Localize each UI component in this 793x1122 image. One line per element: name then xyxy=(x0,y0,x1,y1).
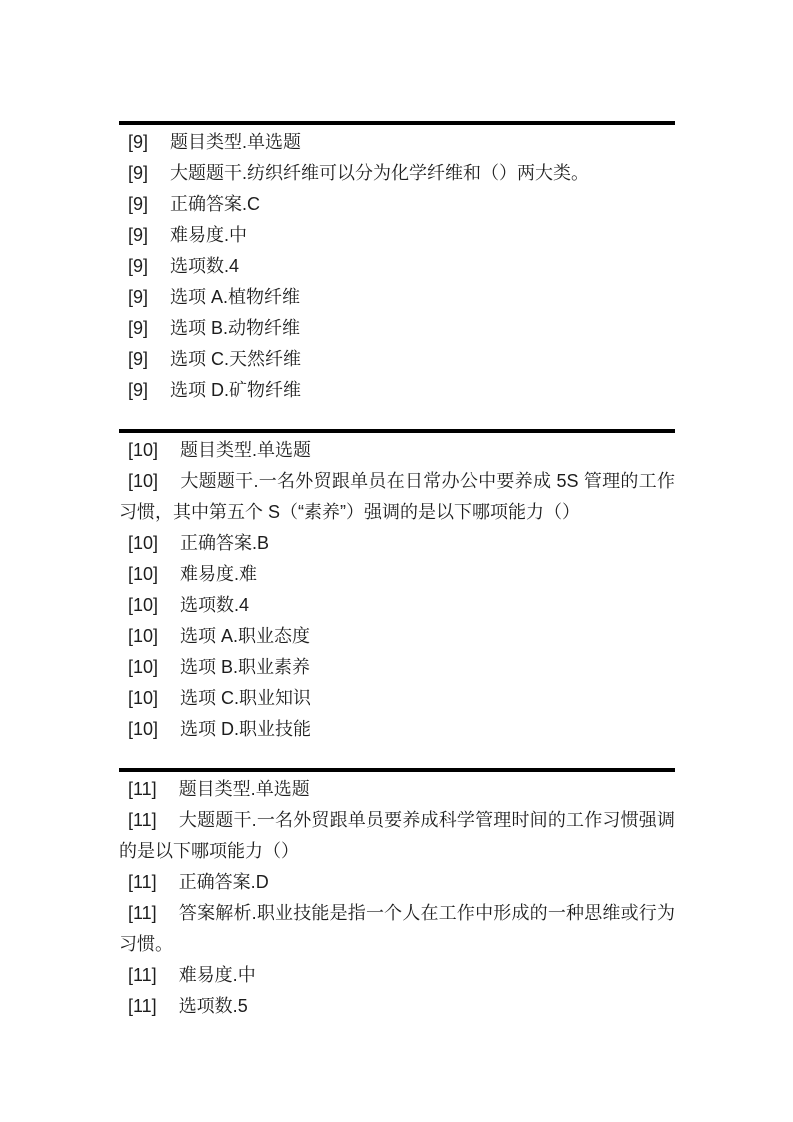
question-block-9 xyxy=(119,121,675,406)
field-row xyxy=(119,774,675,805)
field-text: 大题题干.一名外贸跟单员要养成科学管理时间的工作习惯强调的是以下哪项能力（） xyxy=(119,810,675,861)
question-index: [9] xyxy=(128,163,149,183)
question-index: [9] xyxy=(128,194,149,214)
field-text: 选项 C.天然纤维 xyxy=(170,349,302,369)
field-row xyxy=(119,960,675,991)
field-text: 选项 A.植物纤维 xyxy=(170,287,301,307)
field-row xyxy=(119,220,675,251)
field-text: 选项 D.矿物纤维 xyxy=(170,380,302,400)
field-row xyxy=(119,621,675,652)
question-index: [10] xyxy=(128,533,159,553)
field-text: 选项数.5 xyxy=(178,996,248,1016)
field-text: 正确答案.C xyxy=(170,194,261,214)
question-index: [11] xyxy=(128,903,157,923)
question-list xyxy=(119,121,675,1045)
question-index: [10] xyxy=(128,626,159,646)
question-index: [11] xyxy=(128,872,157,892)
field-row xyxy=(119,683,675,714)
question-index: [10] xyxy=(128,657,159,677)
field-row xyxy=(119,714,675,745)
question-index: [9] xyxy=(128,225,149,245)
question-block-11 xyxy=(119,768,675,1022)
question-block-10 xyxy=(119,429,675,745)
field-text: 选项 C.职业知识 xyxy=(180,688,312,708)
field-text: 答案解析.职业技能是指一个人在工作中形成的一种思维或行为习惯。 xyxy=(119,903,675,954)
question-index: [10] xyxy=(128,471,159,491)
field-row xyxy=(119,189,675,220)
field-text: 选项数.4 xyxy=(170,256,240,276)
field-row xyxy=(119,559,675,590)
field-text: 选项 D.职业技能 xyxy=(180,719,312,739)
field-row xyxy=(119,251,675,282)
question-index: [11] xyxy=(128,996,157,1016)
field-row xyxy=(119,652,675,683)
field-row xyxy=(119,435,675,466)
question-index: [11] xyxy=(128,810,157,830)
question-index: [10] xyxy=(128,564,159,584)
field-row xyxy=(119,898,675,960)
field-text: 大题题干.一名外贸跟单员在日常办公中要养成 5S 管理的工作习惯，其中第五个 S（“素养”）强调的是以下哪项能力（） xyxy=(119,471,675,522)
field-row xyxy=(119,375,675,406)
field-row xyxy=(119,867,675,898)
question-index: [10] xyxy=(128,595,159,615)
question-index: [11] xyxy=(128,965,157,985)
field-text: 正确答案.B xyxy=(180,533,270,553)
field-row xyxy=(119,590,675,621)
field-text: 题目类型.单选题 xyxy=(180,440,312,460)
field-text: 大题题干.纺织纤维可以分为化学纤维和（）两大类。 xyxy=(170,163,590,183)
question-index: [9] xyxy=(128,318,149,338)
field-text: 难易度.中 xyxy=(170,225,248,245)
field-text: 难易度.难 xyxy=(180,564,258,584)
field-text: 选项数.4 xyxy=(180,595,250,615)
field-text: 题目类型.单选题 xyxy=(170,132,302,152)
field-row xyxy=(119,282,675,313)
field-text: 正确答案.D xyxy=(178,872,269,892)
question-index: [9] xyxy=(128,132,149,152)
field-row xyxy=(119,805,675,867)
field-text: 选项 B.动物纤维 xyxy=(170,318,301,338)
field-row xyxy=(119,127,675,158)
field-text: 难易度.中 xyxy=(178,965,256,985)
field-row xyxy=(119,313,675,344)
question-index: [9] xyxy=(128,256,149,276)
question-index: [10] xyxy=(128,719,159,739)
field-row xyxy=(119,528,675,559)
question-index: [9] xyxy=(128,349,149,369)
field-row xyxy=(119,344,675,375)
field-text: 选项 A.职业态度 xyxy=(180,626,311,646)
question-index: [10] xyxy=(128,440,159,460)
field-row xyxy=(119,991,675,1022)
field-text: 题目类型.单选题 xyxy=(178,779,310,799)
question-index: [11] xyxy=(128,779,157,799)
question-index: [9] xyxy=(128,380,149,400)
question-index: [10] xyxy=(128,688,159,708)
field-text: 选项 B.职业素养 xyxy=(180,657,311,677)
question-index: [9] xyxy=(128,287,149,307)
field-row xyxy=(119,466,675,528)
field-row xyxy=(119,158,675,189)
